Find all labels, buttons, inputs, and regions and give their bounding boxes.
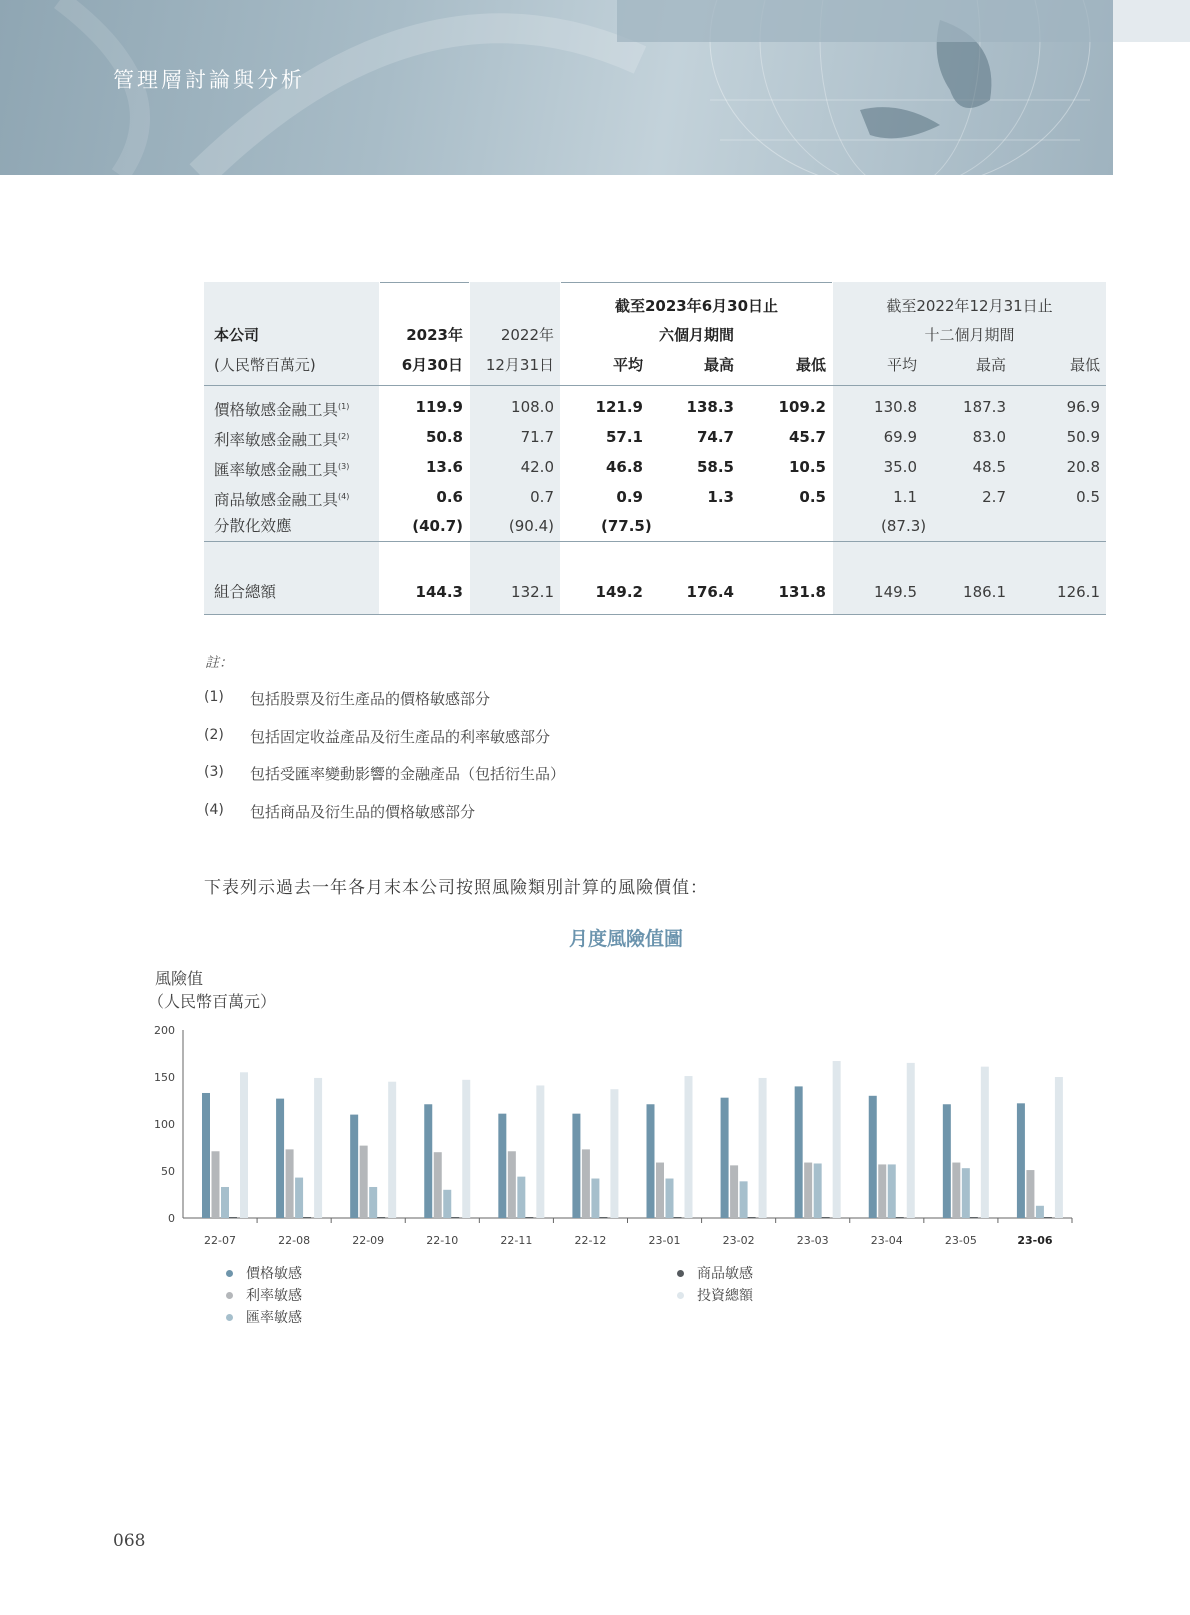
note-text: 包括商品及衍生品的價格敏感部分 — [250, 803, 476, 821]
note-number: (1) — [204, 689, 224, 705]
var-table — [204, 282, 1106, 615]
legend-swatch — [226, 1292, 233, 1299]
legend-label: 價格敏感 — [246, 1266, 302, 1282]
table-cell: 45.7 — [788, 428, 826, 446]
bar-3-23-02 — [748, 1217, 756, 1218]
avg-2022-header: 平均 — [886, 356, 917, 374]
note-text: 包括固定收益產品及衍生產品的利率敏感部分 — [250, 728, 551, 746]
table-cell: 121.9 — [595, 398, 643, 416]
period-2023-line2: 六個月期間 — [658, 326, 734, 344]
table-cell: (90.4) — [508, 517, 554, 535]
x-tick-label: 23-01 — [648, 1234, 681, 1247]
table-cell: 0.6 — [436, 488, 463, 506]
bar-0-23-01 — [647, 1104, 655, 1218]
table-cell: 1.3 — [707, 488, 734, 506]
bar-4-22-09 — [388, 1082, 396, 1218]
y-tick-label: 100 — [154, 1118, 175, 1131]
chart-title: 月度風險值圖 — [568, 928, 683, 950]
table-cell: 71.7 — [520, 428, 554, 446]
table-cell: 1.1 — [893, 488, 917, 506]
table-cell: 50.9 — [1066, 428, 1100, 446]
note-number: (4) — [204, 802, 224, 818]
table-row-label: 分散化效應 — [214, 517, 292, 535]
x-tick-label: 23-02 — [722, 1234, 755, 1247]
high-2022-header: 最高 — [975, 356, 1006, 374]
bar-2-23-02 — [740, 1181, 748, 1218]
bar-4-23-06 — [1055, 1077, 1063, 1218]
bar-4-22-07 — [240, 1072, 248, 1218]
bar-1-23-04 — [878, 1164, 886, 1218]
bar-3-22-10 — [451, 1217, 459, 1218]
bar-1-23-06 — [1026, 1170, 1034, 1218]
bar-2-23-04 — [888, 1164, 896, 1218]
banner-corner — [1113, 0, 1190, 42]
table-row-label: 利率敏感金融工具$^{(2)}$ — [214, 431, 350, 449]
note-text: 包括受匯率變動影響的金融產品（包括衍生品） — [250, 765, 566, 783]
bar-0-23-05 — [943, 1104, 951, 1218]
bar-2-22-07 — [221, 1187, 229, 1218]
x-tick-label: 23-06 — [1017, 1234, 1053, 1247]
y-tick-label: 50 — [161, 1165, 175, 1178]
table-cell: 35.0 — [883, 458, 917, 476]
table-cell: 48.5 — [972, 458, 1006, 476]
top-rule-period-2023 — [561, 282, 832, 283]
header-banner — [0, 0, 1113, 175]
period-2022-line2: 十二個月期間 — [924, 326, 1015, 344]
table-cell: (87.3) — [881, 517, 927, 535]
bar-4-23-02 — [759, 1078, 767, 1218]
legend-swatch — [677, 1292, 684, 1299]
period-2023-line1: 截至2023年6月30日止 — [614, 297, 779, 315]
legend-swatch — [677, 1270, 684, 1277]
table-cell: 46.8 — [605, 458, 643, 476]
y-tick-label: 0 — [168, 1212, 175, 1225]
y-tick-label: 200 — [154, 1024, 175, 1037]
bar-0-22-11 — [498, 1114, 506, 1218]
col-2023-line1: 2023年 — [406, 326, 463, 344]
table-cell: 0.9 — [616, 488, 643, 506]
table-cell: 126.1 — [1057, 583, 1100, 601]
monthly-var-chart — [140, 1015, 1080, 1255]
bar-2-23-06 — [1036, 1206, 1044, 1218]
table-cell: 149.5 — [874, 583, 917, 601]
bar-1-23-01 — [656, 1163, 664, 1218]
bar-3-23-04 — [896, 1217, 904, 1218]
legend-label: 匯率敏感 — [246, 1310, 302, 1326]
bar-3-22-09 — [377, 1217, 385, 1218]
page-number: 068 — [113, 1531, 146, 1551]
legend-swatch — [226, 1270, 233, 1277]
y-axis-unit-label: （人民幣百萬元） — [148, 992, 277, 1011]
table-cell: 83.0 — [972, 428, 1006, 446]
bar-1-23-05 — [952, 1163, 960, 1218]
bar-1-22-09 — [360, 1146, 368, 1218]
notes-title: 註： — [205, 655, 233, 671]
bar-3-23-05 — [970, 1217, 978, 1218]
x-tick-label: 22-08 — [278, 1234, 311, 1247]
table-cell: 132.1 — [511, 583, 554, 601]
company-label: 本公司 — [214, 326, 260, 344]
bar-3-23-03 — [822, 1217, 830, 1218]
section-title: 管理層討論與分析 — [113, 68, 305, 92]
bar-0-23-02 — [721, 1098, 729, 1218]
bar-4-23-03 — [833, 1061, 841, 1218]
bar-1-23-03 — [804, 1163, 812, 1218]
table-cell: 13.6 — [425, 458, 463, 476]
top-rule-2023 — [380, 282, 469, 283]
legend-label: 投資總額 — [697, 1288, 753, 1304]
bar-1-22-11 — [508, 1151, 516, 1218]
table-cell: 57.1 — [605, 428, 643, 446]
bar-3-22-08 — [303, 1217, 311, 1218]
bar-0-23-03 — [795, 1086, 803, 1218]
low-2022-header: 最低 — [1069, 356, 1100, 374]
banner-strip — [617, 0, 1113, 42]
table-cell: (77.5) — [601, 517, 652, 535]
col-2023-line2: 6月30日 — [401, 356, 463, 374]
bar-0-22-12 — [572, 1114, 580, 1218]
table-cell: 186.1 — [963, 583, 1006, 601]
bar-0-23-04 — [869, 1096, 877, 1218]
bar-4-23-05 — [981, 1067, 989, 1218]
table-cell: 176.4 — [686, 583, 734, 601]
table-cell: 96.9 — [1066, 398, 1100, 416]
total-label: 組合總額 — [214, 583, 277, 601]
total-rule — [204, 541, 1106, 542]
x-tick-label: 22-07 — [204, 1234, 237, 1247]
bar-2-22-08 — [295, 1178, 303, 1218]
table-cell: 144.3 — [415, 583, 463, 601]
x-tick-label: 23-04 — [870, 1234, 903, 1247]
bar-4-23-01 — [685, 1076, 693, 1218]
table-row-label: 匯率敏感金融工具$^{(3)}$ — [214, 461, 350, 479]
table-cell: 2.7 — [982, 488, 1006, 506]
unit-label: (人民幣百萬元) — [214, 356, 316, 374]
table-cell: 0.7 — [530, 488, 554, 506]
table-cell: 131.8 — [778, 583, 826, 601]
table-cell: 130.8 — [874, 398, 917, 416]
bar-3-22-07 — [229, 1217, 237, 1218]
bar-2-23-01 — [666, 1179, 674, 1218]
x-tick-label: 22-12 — [574, 1234, 607, 1247]
table-cell: (40.7) — [412, 517, 463, 535]
table-cell: 50.8 — [425, 428, 463, 446]
bar-0-22-07 — [202, 1093, 210, 1218]
note-text: 包括股票及衍生產品的價格敏感部分 — [250, 690, 491, 708]
table-cell: 10.5 — [788, 458, 826, 476]
bar-4-22-08 — [314, 1078, 322, 1218]
note-number: (2) — [204, 727, 224, 743]
x-tick-label: 23-03 — [796, 1234, 829, 1247]
table-cell: 109.2 — [778, 398, 826, 416]
table-cell: 119.9 — [415, 398, 463, 416]
bar-3-23-06 — [1044, 1217, 1052, 1218]
bottom-rule — [204, 614, 1106, 615]
table-cell: 187.3 — [963, 398, 1006, 416]
avg-2023-header: 平均 — [612, 356, 643, 374]
bar-1-22-10 — [434, 1152, 442, 1218]
table-row-label: 商品敏感金融工具$^{(4)}$ — [214, 491, 350, 509]
bar-3-22-11 — [525, 1217, 533, 1218]
bar-2-22-09 — [369, 1187, 377, 1218]
bar-4-22-11 — [536, 1085, 544, 1218]
bar-2-22-11 — [517, 1177, 525, 1218]
bar-2-22-12 — [591, 1179, 599, 1218]
y-axis-label: 風險值 — [155, 969, 204, 988]
bar-3-23-01 — [674, 1217, 682, 1218]
table-cell: 149.2 — [595, 583, 643, 601]
legend-label: 商品敏感 — [697, 1266, 753, 1282]
bar-1-23-02 — [730, 1165, 738, 1218]
bar-1-22-07 — [212, 1151, 220, 1218]
bar-2-23-05 — [962, 1168, 970, 1218]
y-tick-label: 150 — [154, 1071, 175, 1084]
legend-label: 利率敏感 — [246, 1288, 302, 1304]
period-2022-line1: 截至2022年12月31日止 — [886, 297, 1053, 315]
bar-2-22-10 — [443, 1190, 451, 1218]
table-cell: 74.7 — [696, 428, 734, 446]
bar-4-22-12 — [610, 1089, 618, 1218]
table-cell: 20.8 — [1066, 458, 1100, 476]
bar-1-22-08 — [286, 1149, 294, 1218]
table-cell: 0.5 — [799, 488, 826, 506]
header-rule — [204, 385, 1106, 386]
table-cell: 42.0 — [520, 458, 554, 476]
bar-4-22-10 — [462, 1080, 470, 1218]
high-2023-header: 最高 — [703, 356, 734, 374]
x-tick-label: 22-10 — [426, 1234, 459, 1247]
table-cell: 0.5 — [1076, 488, 1100, 506]
col-2022-line2: 12月31日 — [485, 356, 554, 374]
intro-text: 下表列示過去一年各月末本公司按照風險類別計算的風險價值： — [204, 878, 708, 898]
x-tick-label: 23-05 — [944, 1234, 977, 1247]
x-tick-label: 22-09 — [352, 1234, 385, 1247]
table-cell: 69.9 — [883, 428, 917, 446]
x-tick-label: 22-11 — [500, 1234, 533, 1247]
bar-4-23-04 — [907, 1063, 915, 1218]
low-2023-header: 最低 — [795, 356, 826, 374]
bar-2-23-03 — [814, 1163, 822, 1218]
table-cell: 108.0 — [511, 398, 554, 416]
bar-1-22-12 — [582, 1149, 590, 1218]
table-cell: 58.5 — [696, 458, 734, 476]
bar-0-22-09 — [350, 1115, 358, 1218]
bar-0-22-10 — [424, 1104, 432, 1218]
bar-3-22-12 — [599, 1217, 607, 1218]
bar-0-23-06 — [1017, 1103, 1025, 1218]
bar-0-22-08 — [276, 1099, 284, 1218]
col-2022-line1: 2022年 — [500, 326, 554, 344]
table-cell: 138.3 — [686, 398, 734, 416]
table-row-label: 價格敏感金融工具$^{(1)}$ — [214, 401, 350, 419]
note-number: (3) — [204, 764, 224, 780]
legend-swatch — [226, 1314, 233, 1321]
